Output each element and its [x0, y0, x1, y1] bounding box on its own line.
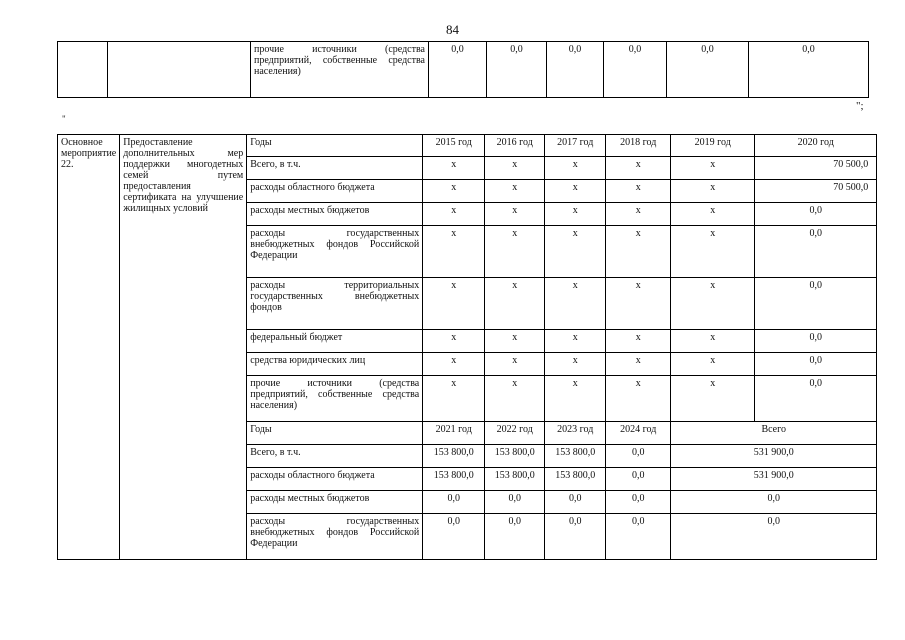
- value-cell: 153 800,0: [485, 468, 545, 491]
- value-cell: х: [545, 157, 606, 180]
- value-cell: 0,0: [755, 226, 877, 278]
- value-cell: 0,0: [429, 42, 487, 98]
- row-label: прочие источники (средства предприятий, собственные средства населения): [247, 376, 423, 422]
- value-cell: 0,0: [671, 491, 877, 514]
- value-cell: 0,0: [485, 491, 545, 514]
- value-cell: 70 500,0: [755, 157, 877, 180]
- value-cell: х: [485, 353, 545, 376]
- value-cell: х: [671, 226, 755, 278]
- value-cell: 0,0: [755, 330, 877, 353]
- value-cell: х: [423, 278, 485, 330]
- year-header: 2016 год: [485, 135, 545, 157]
- row-label: федеральный бюджет: [247, 330, 423, 353]
- year-header: 2015 год: [423, 135, 485, 157]
- value-cell: х: [606, 203, 671, 226]
- value-cell: х: [545, 203, 606, 226]
- value-cell: 0,0: [749, 42, 869, 98]
- value-cell: х: [485, 157, 545, 180]
- value-cell: х: [671, 376, 755, 422]
- row-label: Всего, в т.ч.: [247, 445, 423, 468]
- value-cell: х: [545, 330, 606, 353]
- value-cell: х: [606, 376, 671, 422]
- value-cell: 0,0: [755, 353, 877, 376]
- empty-cell: [108, 42, 251, 98]
- value-cell: х: [485, 330, 545, 353]
- empty-cell: [58, 42, 108, 98]
- value-cell: х: [606, 330, 671, 353]
- measure-table: [57, 134, 877, 560]
- years-header-label: Годы: [247, 422, 423, 445]
- value-cell: 0,0: [606, 514, 671, 560]
- value-cell: х: [545, 353, 606, 376]
- value-cell: 0,0: [755, 278, 877, 330]
- year-header: 2020 год: [755, 135, 877, 157]
- year-header: 2018 год: [606, 135, 671, 157]
- value-cell: х: [606, 226, 671, 278]
- value-cell: х: [423, 376, 485, 422]
- value-cell: х: [485, 203, 545, 226]
- value-cell: х: [671, 353, 755, 376]
- value-cell: х: [606, 157, 671, 180]
- value-cell: х: [423, 353, 485, 376]
- value-cell: 0,0: [423, 514, 485, 560]
- value-cell: 0,0: [487, 42, 547, 98]
- year-header: 2024 год: [606, 422, 671, 445]
- row-label: расходы государственных внебюджетных фондов Российской Федерации: [247, 514, 423, 560]
- value-cell: х: [423, 203, 485, 226]
- value-cell: х: [545, 278, 606, 330]
- value-cell: 0,0: [604, 42, 667, 98]
- row-label: Всего, в т.ч.: [247, 157, 423, 180]
- value-cell: 0,0: [755, 203, 877, 226]
- value-cell: х: [485, 180, 545, 203]
- value-cell: х: [485, 376, 545, 422]
- value-cell: 0,0: [606, 468, 671, 491]
- value-cell: х: [545, 226, 606, 278]
- value-cell: х: [545, 180, 606, 203]
- value-cell: х: [423, 157, 485, 180]
- value-cell: 153 800,0: [485, 445, 545, 468]
- value-cell: х: [606, 353, 671, 376]
- row-label: расходы областного бюджета: [247, 468, 423, 491]
- value-cell: 0,0: [423, 491, 485, 514]
- closing-quote: ";: [856, 100, 864, 112]
- value-cell: 0,0: [606, 491, 671, 514]
- page-number: 84: [446, 22, 459, 37]
- value-cell: 153 800,0: [545, 468, 606, 491]
- row-label: расходы местных бюджетов: [247, 203, 423, 226]
- continued-table: [57, 41, 869, 98]
- row-label: расходы местных бюджетов: [247, 491, 423, 514]
- value-cell: х: [606, 278, 671, 330]
- value-cell: х: [606, 180, 671, 203]
- value-cell: 0,0: [671, 514, 877, 560]
- value-cell: х: [485, 226, 545, 278]
- year-header: 2017 год: [545, 135, 606, 157]
- opening-quote: ": [62, 114, 66, 124]
- value-cell: 0,0: [606, 445, 671, 468]
- value-cell: х: [545, 376, 606, 422]
- year-header: 2022 год: [485, 422, 545, 445]
- value-cell: 153 800,0: [545, 445, 606, 468]
- row-label: расходы областного бюджета: [247, 180, 423, 203]
- year-header: 2023 год: [545, 422, 606, 445]
- value-cell: х: [671, 203, 755, 226]
- year-header: Всего: [671, 422, 877, 445]
- value-cell: 153 800,0: [423, 468, 485, 491]
- year-header: 2019 год: [671, 135, 755, 157]
- row-label: прочие источники (средства предприятий, собственные средства населения): [251, 42, 429, 98]
- value-cell: 531 900,0: [671, 445, 877, 468]
- value-cell: х: [671, 157, 755, 180]
- value-cell: 0,0: [545, 491, 606, 514]
- value-cell: 0,0: [667, 42, 749, 98]
- value-cell: х: [671, 180, 755, 203]
- row-label: средства юридических лиц: [247, 353, 423, 376]
- row-label: расходы государственных внебюджетных фондов Российской Федерации: [247, 226, 423, 278]
- value-cell: 0,0: [755, 376, 877, 422]
- value-cell: 0,0: [485, 514, 545, 560]
- value-cell: х: [423, 180, 485, 203]
- years-header-label: Годы: [247, 135, 423, 157]
- value-cell: х: [671, 330, 755, 353]
- measure-name: Основное мероприятие 22.: [58, 135, 120, 560]
- measure-description: Предоставление дополнительных мер поддержки многодетных семей путем предоставления сертификата на улучшение жилищных условий: [120, 135, 247, 560]
- value-cell: 0,0: [545, 514, 606, 560]
- value-cell: 153 800,0: [423, 445, 485, 468]
- value-cell: 70 500,0: [755, 180, 877, 203]
- value-cell: х: [485, 278, 545, 330]
- value-cell: 0,0: [547, 42, 604, 98]
- value-cell: 531 900,0: [671, 468, 877, 491]
- value-cell: х: [423, 226, 485, 278]
- value-cell: х: [671, 278, 755, 330]
- value-cell: х: [423, 330, 485, 353]
- year-header: 2021 год: [423, 422, 485, 445]
- row-label: расходы территориальных государственных внебюджетных фондов: [247, 278, 423, 330]
